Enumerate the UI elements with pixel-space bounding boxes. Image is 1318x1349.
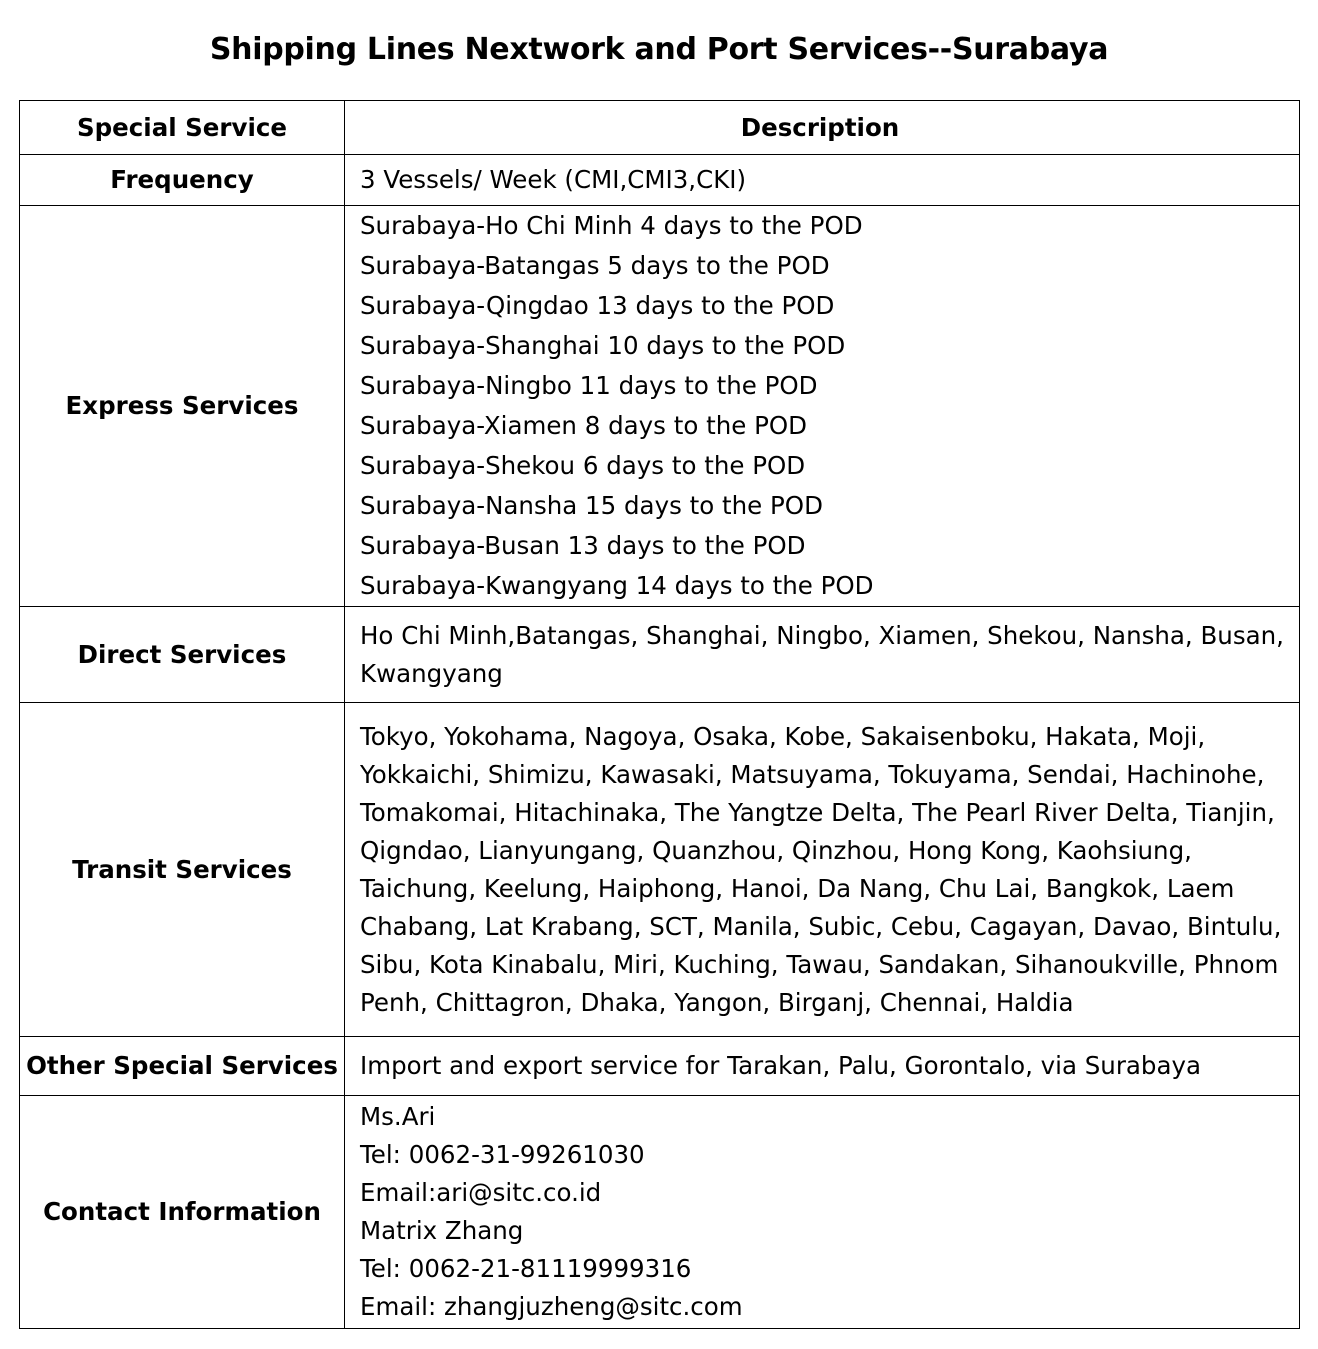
express-list: [345, 206, 1300, 607]
other-value: Import and export service for Tarakan, Palu, Gorontalo, via Surabaya: [345, 1037, 1300, 1096]
express-route: Surabaya-Batangas 5 days to the POD: [360, 251, 830, 280]
contact-name: Matrix Zhang: [360, 1216, 524, 1245]
express-route: Surabaya-Shanghai 10 days to the POD: [360, 331, 846, 360]
frequency-row: [20, 155, 1300, 206]
contact-name: Ms.Ari: [360, 1102, 436, 1131]
express-route: Surabaya-Shekou 6 days to the POD: [360, 451, 806, 480]
express-label: Express Services: [20, 206, 345, 607]
frequency-label: Frequency: [20, 155, 345, 206]
contact-email: Email:ari@sitc.co.id: [360, 1178, 602, 1207]
other-row: [20, 1037, 1300, 1096]
express-row: [20, 206, 1300, 607]
express-route: Surabaya-Ho Chi Minh 4 days to the POD: [360, 211, 863, 240]
transit-value: Tokyo, Yokohama, Nagoya, Osaka, Kobe, Sakaisenboku, Hakata, Moji, Yokkaichi, Shimizu, Kawasaki, Matsuyama, Tokuyama, Sendai, Hachinohe, Tomakomai, Hitachinaka, The Yangtze Delta, The Pearl River Delta, Tianjin, Qigndao, Lianyungang, Quanzhou, Qinzhou, Hong Kong, Kaohsiung, Taichung, Keelung, Haiphong, Hanoi, Da Nang, Chu Lai, Bangkok, Laem Chabang, Lat Krabang, SCT, Manila, Subic, Cebu, Cagayan, Davao, Bintulu, Sibu, Kota Kinabalu, Miri, Kuching, Tawau, Sandakan, Sihanoukville, Phnom Penh, Chittagron, Dhaka, Yangon, Birganj, Chennai, Haldia: [345, 703, 1300, 1037]
express-route: Surabaya-Kwangyang 14 days to the POD: [360, 571, 874, 600]
contact-email: Email: zhangjuzheng@sitc.com: [360, 1292, 743, 1321]
express-route: Surabaya-Busan 13 days to the POD: [360, 531, 806, 560]
direct-row: [20, 607, 1300, 703]
header-description: Description: [345, 101, 1300, 155]
contact-list: [345, 1096, 1300, 1329]
contact-phone: Tel: 0062-21-81119999316: [360, 1254, 692, 1283]
express-route: Surabaya-Ningbo 11 days to the POD: [360, 371, 818, 400]
direct-label: Direct Services: [20, 607, 345, 703]
table-header-row: [20, 101, 1300, 155]
other-label: Other Special Services: [20, 1037, 345, 1096]
direct-value: Ho Chi Minh,Batangas, Shanghai, Ningbo, Xiamen, Shekou, Nansha, Busan, Kwangyang: [345, 607, 1300, 703]
contact-label: Contact Information: [20, 1096, 345, 1329]
page-title: Shipping Lines Nextwork and Port Services--Surabaya: [209, 32, 1109, 67]
transit-label: Transit Services: [20, 703, 345, 1037]
service-table: [19, 100, 1300, 1329]
express-route: Surabaya-Nansha 15 days to the POD: [360, 491, 823, 520]
contact-row: [20, 1096, 1300, 1329]
express-route: Surabaya-Xiamen 8 days to the POD: [360, 411, 808, 440]
transit-row: [20, 703, 1300, 1037]
express-route: Surabaya-Qingdao 13 days to the POD: [360, 291, 835, 320]
header-special-service: Special Service: [20, 101, 345, 155]
frequency-value: 3 Vessels/ Week (CMI,CMI3,CKI): [345, 155, 1300, 206]
contact-phone: Tel: 0062-31-99261030: [360, 1140, 645, 1169]
